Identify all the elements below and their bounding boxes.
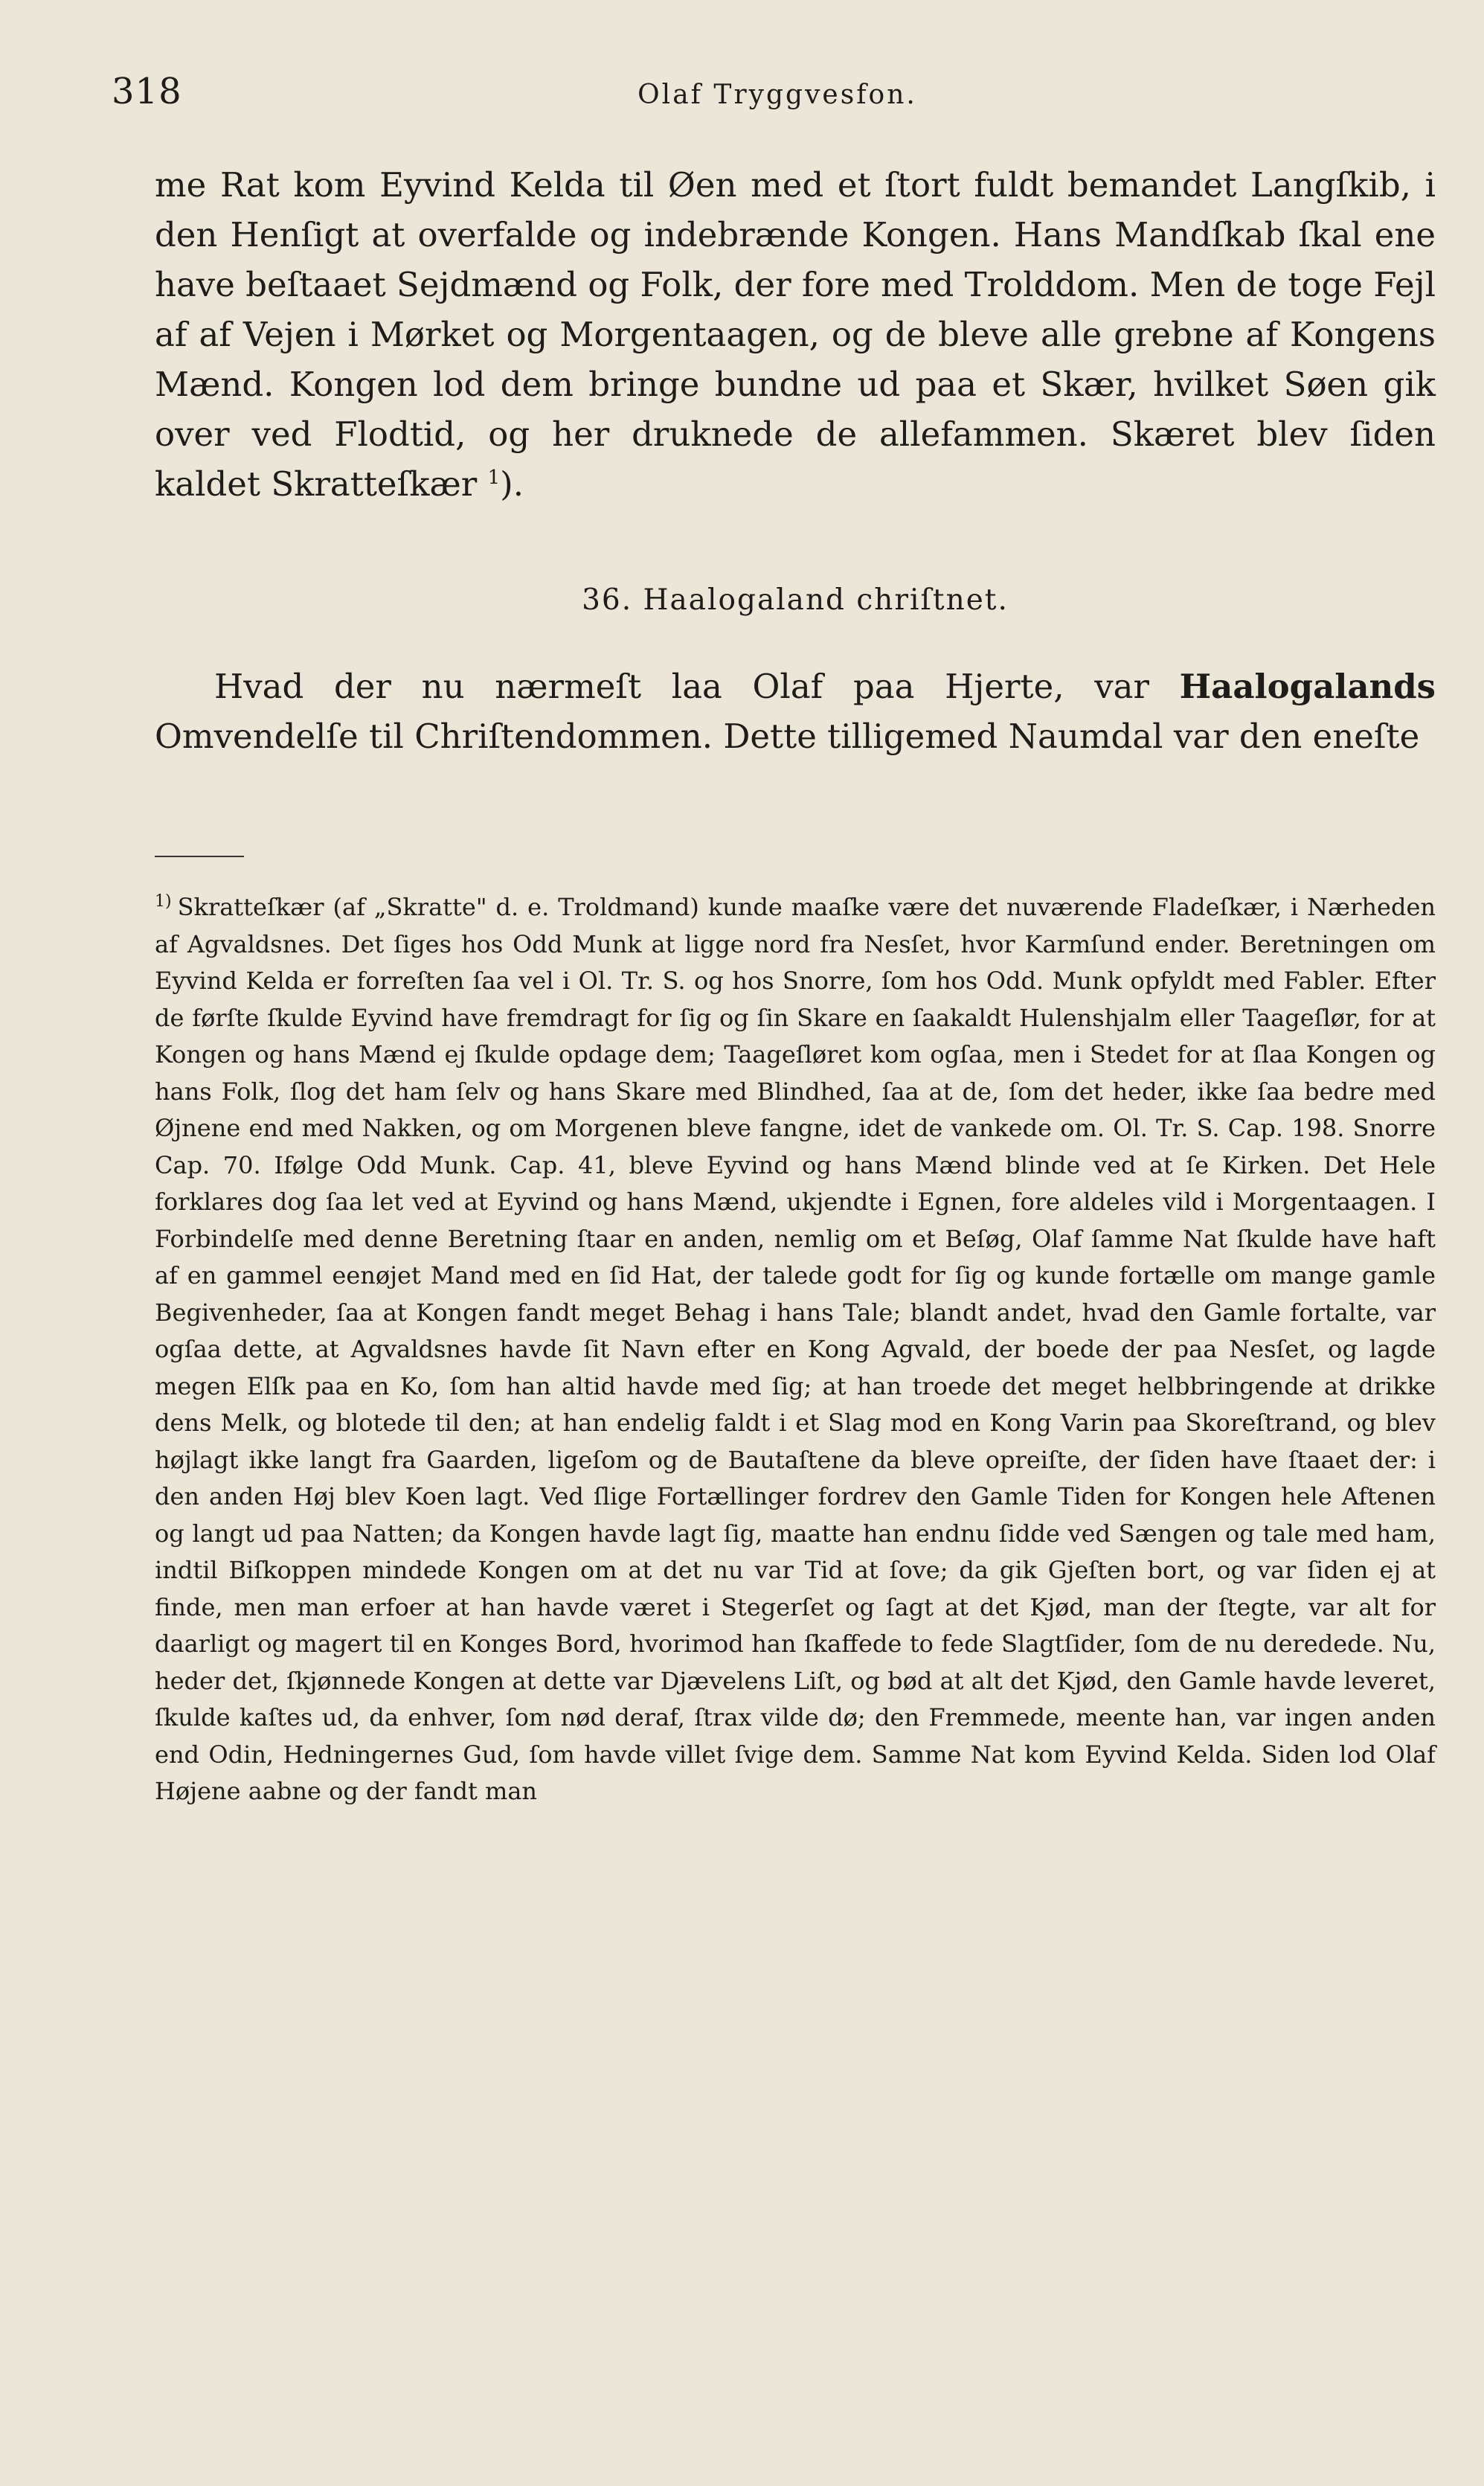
paragraph-2 — [155, 661, 1436, 761]
paragraph-1 — [155, 160, 1436, 509]
paragraph-2-start: Hvad der nu nærmeſt laa Olaf paa Hjerte, var — [214, 667, 1180, 706]
main-text — [155, 160, 1436, 761]
paragraph-2-end: Omvendelſe til Chriſtendommen. Dette tilligemed Naumdal var den eneſte — [155, 717, 1420, 756]
running-head: Olaf Tryggvesfon. — [637, 80, 917, 110]
footnote-marker: 1) — [155, 892, 172, 912]
paragraph-1-end: ). — [500, 464, 524, 504]
footnote-reference: 1 — [487, 467, 501, 489]
footnote-1 — [155, 889, 1436, 1810]
chapter-heading: 36. Haalogaland chriſtnet. — [582, 583, 1009, 617]
footnote-divider — [155, 856, 244, 857]
page-number: 318 — [112, 71, 182, 112]
paragraph-1-text: me Rat kom Eyvind Kelda til Øen med et ſtort fuldt bemandet Langſkib, i den Henſigt at overfalde og indebrænde Kongen. Hans Mandſkab ſkal ene have beſtaaet Sejdmænd og Folk, der fore med Trolddom. Men de toge Fejl af af Vejen i Mørket og Morgentaagen, og de bleve alle grebne af Kongens Mænd. Kongen lod dem bringe bundne ud paa et Skær, hvilket Søen gik over ved Flodtid, og her druknede de allefammen. Skæret blev ſiden kaldet Skratteſkær — [155, 165, 1436, 504]
page-header — [112, 71, 1443, 130]
footnote-text: Skratteſkær (af „Skratte" d. e. Troldmand) kunde maaſke være det nuværende Fladeſkær, i Nærheden af Agvaldsnes. Det ſiges hos Odd Munk at ligge nord fra Nesſet, hvor Karmſund ender. Beretningen om Eyvind Kelda er forreſten ſaa vel i Ol. Tr. S. og hos Snorre, ſom hos Odd. Munk opfyldt med Fabler. Efter de førſte ſkulde Eyvind have fremdragt for ſig og ſin Skare en ſaakaldt Hulenshjalm eller Taageſlør, for at Kongen og hans Mænd ej ſkulde opdage dem; Taageſløret kom ogſaa, men i Stedet for at ſlaa Kongen og hans Folk, ſlog det ham ſelv og hans Skare med Blindhed, ſaa at de, ſom det heder, ikke ſaa bedre med Øjnene end med Nakken, og om Morgenen bleve fangne, idet de vankede om. Ol. Tr. S. Cap. 198. Snorre Cap. 70. Ifølge Odd Munk. Cap. 41, bleve Eyvind og hans Mænd blinde ved at ſe Kirken. Det Hele forklares dog ſaa let ved at Eyvind og hans Mænd, ukjendte i Egnen, fore aldeles vild i Morgentaagen. I Forbindelſe med denne Beretning ſtaar en anden, nemlig om et Beſøg, Olaf ſamme Nat ſkulde have haft af en gammel eenøjet Mand med en ſid Hat, der talede godt for ſig og kunde fortælle om mange gamle Begivenheder, ſaa at Kongen fandt meget Behag i hans Tale; blandt andet, hvad den Gamle fortalte, var ogſaa dette, at Agvaldsnes havde ſit Navn efter en Kong Agvald, der boede der paa Nesſet, og lagde megen Elſk paa en Ko, ſom han altid havde med ſig; at han troede det meget helbbringende at drikke dens Melk, og blotede til den; at han endelig faldt i et Slag mod en Kong Varin paa Skoreſtrand, og blev højlagt ikke langt fra Gaarden, ligeſom og de Bautaſtene da bleve opreiſte, der ſiden have ſtaaet der: i den anden Høj blev Koen lagt. Ved ſlige Fortællinger fordrev den Gamle Tiden for Kongen hele Aftenen og langt ud paa Natten; da Kongen havde lagt ſig, maatte han endnu ſidde ved Sængen og tale med ham, indtil Biſkoppen mindede Kongen om at det nu var Tid at ſove; da gik Gjeſten bort, og var ſiden ej at finde, men man erfoer at han havde været i Stegerſet og ſagt at det Kjød, man der ſtegte, var alt for daarligt og magert til en Konges Bord, hvorimod han ſkaffede to fede Slagtſider, ſom de nu deredede. Nu, heder det, ſkjønnede Kongen at dette var Djævelens Liſt, og bød at alt det Kjød, den Gamle havde leveret, ſkulde kaſtes ud, da enhver, ſom nød deraf, ſtrax vilde dø; den Fremmede, meente han, var ingen anden end Odin, Hedningernes Gud, ſom havde villet ſvige dem. Samme Nat kom Eyvind Kelda. Siden lod Olaf Højene aabne og der fandt man — [155, 893, 1436, 1805]
footnotes — [155, 889, 1436, 1810]
paragraph-2-bold: Haalogalands — [1179, 667, 1436, 706]
